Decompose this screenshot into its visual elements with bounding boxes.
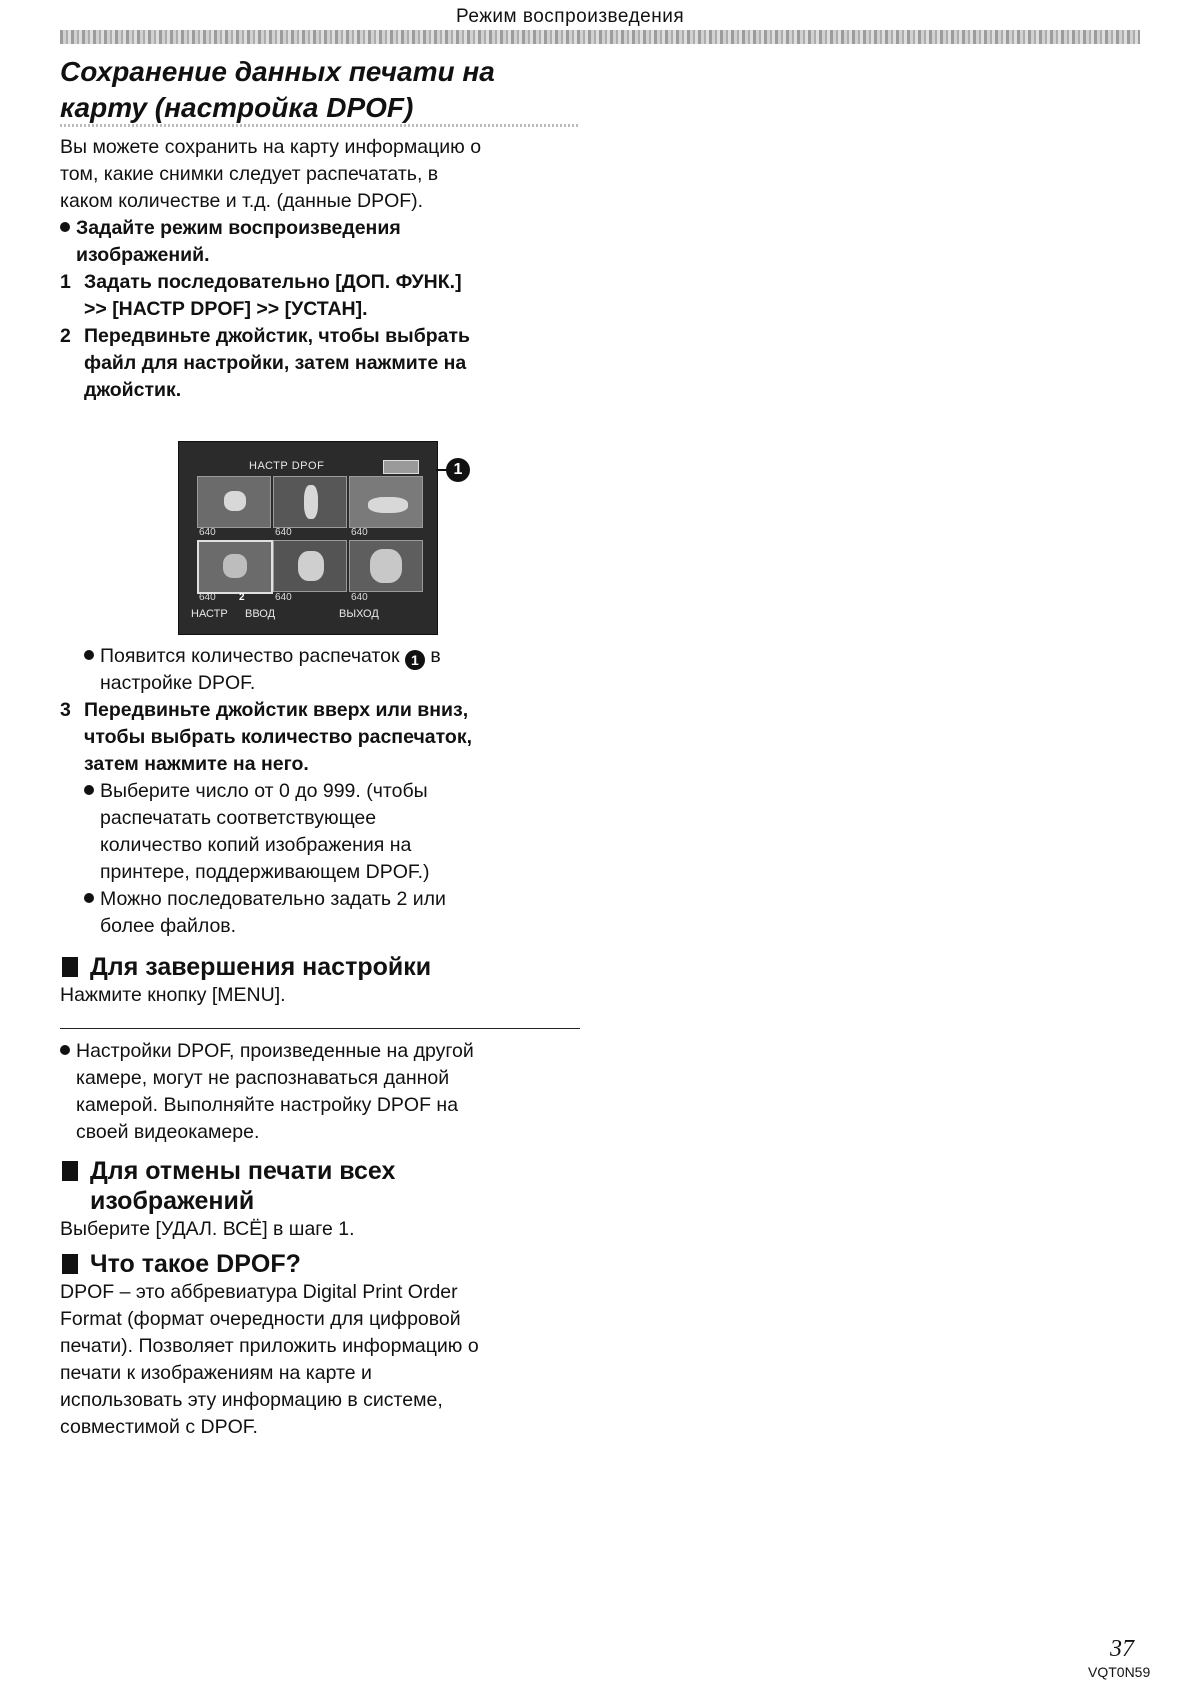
bullet-dot bbox=[84, 893, 94, 903]
bullet-dot bbox=[84, 650, 94, 660]
section-what-line: печати). Позволяет приложить информацию о bbox=[60, 1335, 479, 1357]
print-count-indicator bbox=[383, 460, 419, 474]
section-header: Режим воспроизведения bbox=[456, 6, 685, 27]
bullet-dot bbox=[60, 1045, 70, 1055]
step-text bbox=[84, 697, 580, 778]
page-title-line: Сохранение данных печати на bbox=[60, 56, 495, 87]
step-1 bbox=[60, 269, 580, 323]
header-bar bbox=[60, 30, 1140, 44]
main-text-block bbox=[60, 643, 580, 1009]
note-other-camera bbox=[60, 1038, 580, 1146]
thumbnail bbox=[273, 540, 347, 592]
section-what-line: использовать эту информацию в системе, bbox=[60, 1389, 443, 1411]
note-line: своей видеокамере. bbox=[76, 1121, 260, 1143]
section-marker-icon bbox=[62, 1161, 78, 1181]
step-line: Задать последовательно [ДОП. ФУНК.] bbox=[84, 271, 462, 293]
thumb-size: 640 bbox=[199, 592, 216, 603]
page-title-line: карту (настройка DPOF) bbox=[60, 92, 414, 123]
section-marker-icon bbox=[62, 957, 78, 977]
thumbnail bbox=[273, 476, 347, 528]
step-number: 3 bbox=[60, 699, 71, 721]
lcd-screenshot bbox=[178, 441, 438, 635]
thumb-size: 640 bbox=[351, 592, 368, 603]
section-heading-text: Что такое DPOF? bbox=[90, 1250, 301, 1278]
section-what-line: печати к изображениям на карте и bbox=[60, 1362, 372, 1384]
prereq-bullet bbox=[60, 215, 580, 269]
step-text bbox=[84, 269, 580, 323]
section-what-line: Format (формат очередности для цифровой bbox=[60, 1308, 461, 1330]
page-number: 37 bbox=[1110, 1636, 1134, 1662]
note-line: в bbox=[430, 645, 441, 667]
divider bbox=[60, 1028, 580, 1029]
section-finish-text: Нажмите кнопку [MENU]. bbox=[60, 984, 286, 1006]
note-line: более файлов. bbox=[100, 915, 237, 937]
section-heading-text bbox=[90, 1156, 395, 1216]
step-line: джойстик. bbox=[84, 379, 182, 401]
intro-line: Вы можете сохранить на карту информацию о bbox=[60, 136, 482, 158]
lcd-footer-exit: ВЫХОД bbox=[339, 608, 379, 620]
step-text bbox=[84, 323, 580, 404]
note-step3 bbox=[60, 778, 580, 886]
note-line: камере, могут не распознаваться данной bbox=[76, 1067, 450, 1089]
heading-line: изображений bbox=[90, 1187, 255, 1215]
section-finish-heading bbox=[60, 952, 580, 982]
thumbnail-selected bbox=[197, 540, 273, 594]
thumb-size: 640 bbox=[351, 527, 368, 538]
print-count: 2 bbox=[239, 592, 245, 603]
note-step2 bbox=[60, 643, 580, 697]
section-cancel-text: Выберите [УДАЛ. ВСЁ] в шаге 1. bbox=[60, 1218, 355, 1240]
note-line: Выберите число от 0 до 999. (чтобы bbox=[100, 780, 428, 802]
lcd-footer-set: НАСТР bbox=[191, 608, 228, 620]
step-line: файл для настройки, затем нажмите на bbox=[84, 352, 467, 374]
intro-line: том, какие снимки следует распечатать, в bbox=[60, 163, 439, 185]
prereq-line: Задайте режим воспроизведения bbox=[76, 217, 401, 239]
thumbnail bbox=[349, 540, 423, 592]
intro-block bbox=[60, 134, 580, 404]
callout-marker: 1 bbox=[446, 458, 470, 482]
section-what-line: DPOF – это аббревиатура Digital Print Order bbox=[60, 1281, 458, 1303]
thumb-size: 640 bbox=[275, 592, 292, 603]
note-line: Появится количество распечаток bbox=[100, 645, 400, 667]
step-line: Передвиньте джойстик вверх или вниз, bbox=[84, 699, 469, 721]
step-number: 1 bbox=[60, 271, 71, 293]
page-title bbox=[60, 54, 580, 126]
note-line: Настройки DPOF, произведенные на другой bbox=[76, 1040, 474, 1062]
note-line: камерой. Выполняйте настройку DPOF на bbox=[76, 1094, 459, 1116]
section-heading-text: Для завершения настройки bbox=[90, 953, 432, 981]
note-line: количество копий изображения на bbox=[100, 834, 412, 856]
note-line: настройке DPOF. bbox=[100, 672, 256, 694]
note-step3 bbox=[60, 886, 580, 940]
note-line: Можно последовательно задать 2 или bbox=[100, 888, 446, 910]
thumbnail bbox=[349, 476, 423, 528]
step-line: чтобы выбрать количество распечаток, bbox=[84, 726, 472, 748]
title-rule bbox=[60, 124, 580, 127]
note-line: принтере, поддерживающем DPOF.) bbox=[100, 861, 430, 883]
step-number: 2 bbox=[60, 325, 71, 347]
bullet-dot bbox=[60, 222, 70, 232]
document-code: VQT0N59 bbox=[1088, 1664, 1151, 1680]
prereq-line: изображений. bbox=[76, 244, 210, 266]
step-line: Передвиньте джойстик, чтобы выбрать bbox=[84, 325, 471, 347]
section-marker-icon bbox=[62, 1254, 78, 1274]
step-line: >> [НАСТР DPOF] >> [УСТАН]. bbox=[84, 298, 368, 320]
thumb-size: 640 bbox=[275, 527, 292, 538]
note-line: распечатать соответствующее bbox=[100, 807, 377, 829]
step-line: затем нажмите на него. bbox=[84, 753, 309, 775]
bullet-dot bbox=[84, 785, 94, 795]
lcd-title: НАСТР DPOF bbox=[249, 460, 325, 472]
lower-text-block bbox=[60, 1038, 580, 1441]
callout-ref-icon: 1 bbox=[405, 650, 425, 670]
section-cancel-heading bbox=[60, 1156, 580, 1216]
step-3 bbox=[60, 697, 580, 778]
section-what-line: совместимой с DPOF. bbox=[60, 1416, 258, 1438]
intro-line: каком количестве и т.д. (данные DPOF). bbox=[60, 190, 424, 212]
step-2 bbox=[60, 323, 580, 404]
heading-line: Для отмены печати всех bbox=[90, 1157, 396, 1185]
thumbnail bbox=[197, 476, 271, 528]
thumb-size: 640 bbox=[199, 527, 216, 538]
section-what-heading bbox=[60, 1249, 580, 1279]
lcd-footer-enter: ВВОД bbox=[245, 608, 276, 620]
